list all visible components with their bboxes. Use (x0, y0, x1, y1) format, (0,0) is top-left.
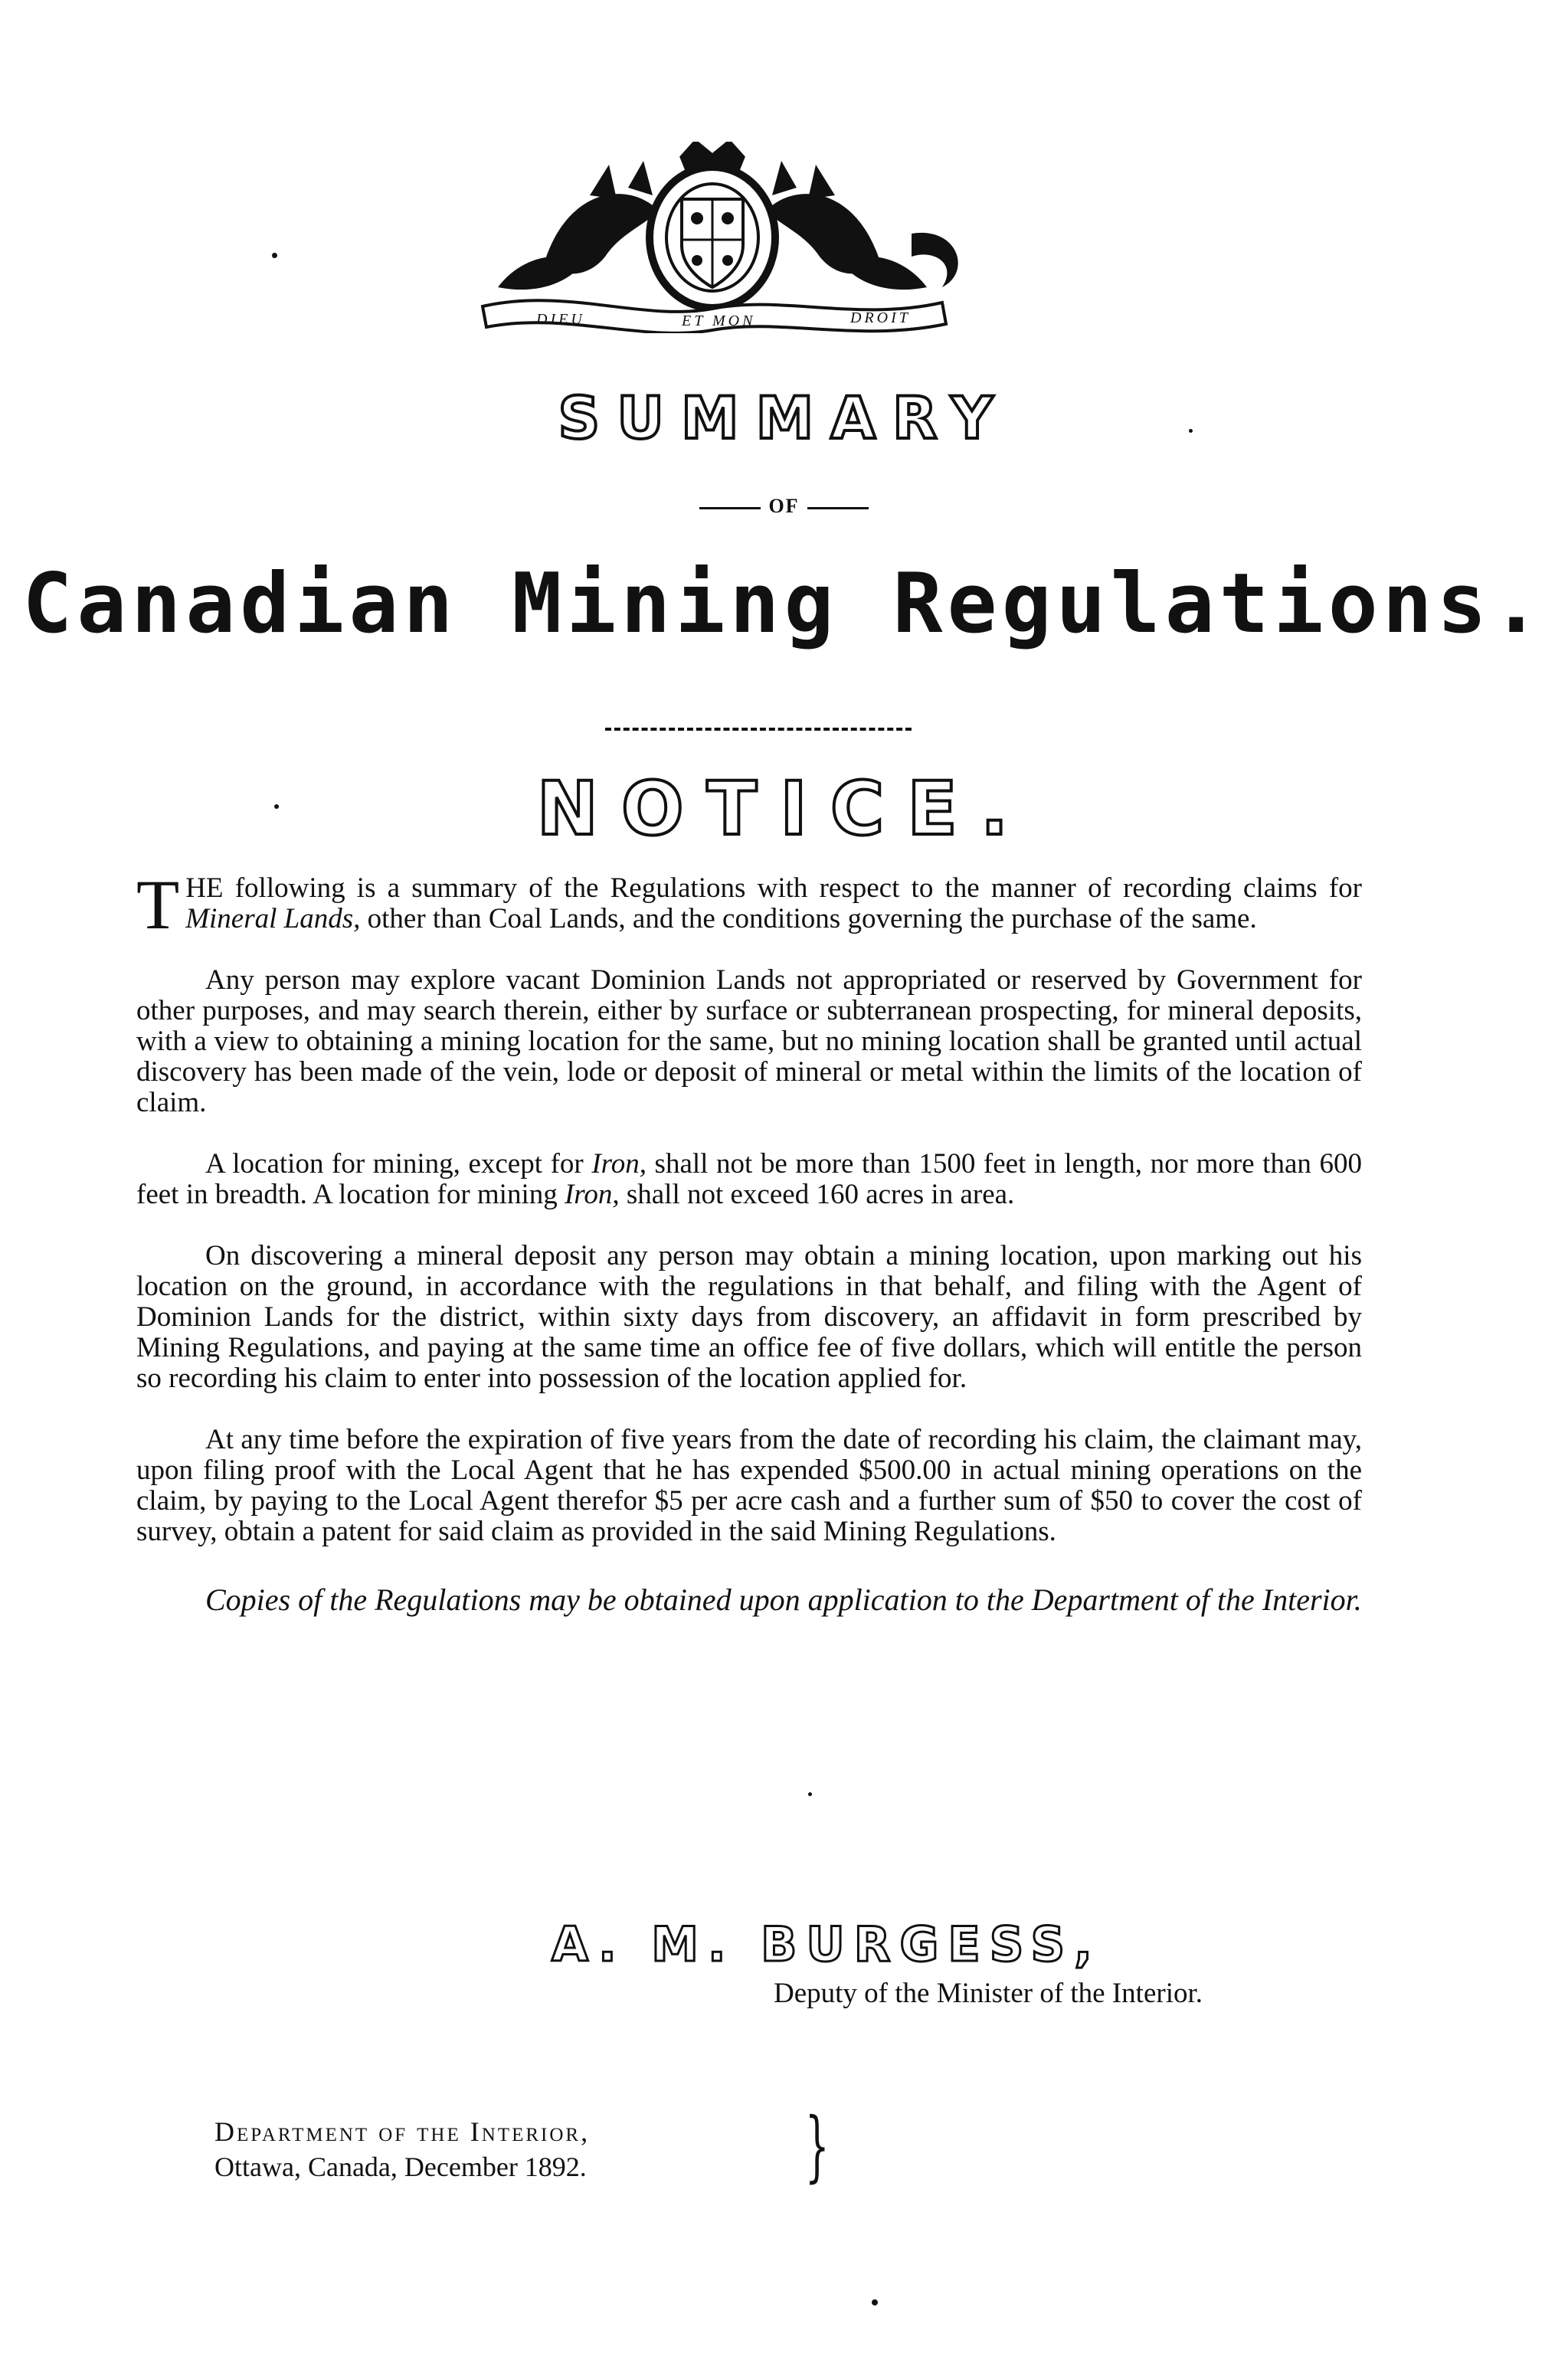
speck (872, 2299, 878, 2305)
summary-heading: SUMMARY (558, 384, 1010, 452)
brace-icon: } (804, 2101, 830, 2191)
notice-heading: NOTICE. (536, 766, 1032, 852)
paragraph-patent: At any time before the expiration of five years from the date of recording his claim, the claimant may, upon filing proof with the Local Agent that he has expended $500.00 in actual mining operations on the claim, by paying to the Local Agent therefor $5 per acre cash and a further sum of $50 to cover the cost of survey, obtain a patent for said claim as provided in the said Mining Regulations. (136, 1424, 1362, 1547)
dash-left (699, 507, 761, 509)
paragraph-exploration: Any person may explore vacant Dominion Lands not appropriated or reserved by Government for other purposes, and may search therein, either by surface or subterranean prospecting, for mineral deposits, with a view to obtaining a mining location for the same, but no mining location shall be granted until actual discovery has been made of the vein, lode or deposit of mineral or metal within the limits of the location of claim. (136, 964, 1362, 1118)
divider (605, 728, 912, 731)
coat-of-arms-icon (452, 142, 973, 333)
svg-text:DIEU: DIEU (536, 311, 585, 328)
paragraph-text: shall not exceed 160 acres in area. (619, 1179, 1015, 1210)
iron-term: Iron, (564, 1179, 620, 1210)
speck (808, 1792, 812, 1796)
iron-term: Iron, (591, 1148, 647, 1180)
paragraph-intro (136, 866, 1362, 944)
paragraph-copies: Copies of the Regulations may be obtained upon application to the Department of the Interior. (205, 1582, 1362, 1617)
speck (1189, 429, 1193, 433)
svg-text:DROIT: DROIT (850, 309, 911, 326)
drop-cap: T (136, 866, 180, 944)
paragraph-location-size (136, 1149, 1362, 1210)
speck (272, 253, 277, 258)
department-line: Department of the Interior, (214, 2116, 591, 2147)
signer-name: A. M. BURGESS, (552, 1916, 1102, 1972)
of-separator (0, 496, 1568, 516)
paragraph-text: shall not be more than 1500 feet in length, nor more than 600 feet in breadth. A location for mining (136, 1148, 1362, 1210)
notice-body (136, 866, 1362, 1653)
paragraph-text: A location for mining, except for (205, 1148, 592, 1180)
paragraph-text: HE following is a summary of the Regulations with respect to the manner of recording claims for (185, 872, 1362, 904)
page-title: Canadian Mining Regulations. (22, 556, 1546, 652)
place-date-line: Ottawa, Canada, December 1892. (214, 2152, 587, 2182)
department-address (214, 2114, 590, 2184)
mineral-lands-term: Mineral Lands, (185, 903, 361, 934)
svg-text:ET MON: ET MON (682, 313, 756, 329)
paragraph-discovery: On discovering a mineral deposit any person may obtain a mining location, upon marking out his location on the ground, in accordance with the regulations in that behalf, and filing with the Agent of Dominion Lands for the district, within sixty days from discovery, an affidavit in form prescribed by Mining Regulations, and paying at the same time an office fee of five dollars, which will entitle the person so recording his claim to enter into possession of the location applied for. (136, 1240, 1362, 1394)
paragraph-text: other than Coal Lands, and the conditions governing the purchase of the same. (360, 903, 1257, 934)
signer-title: Deputy of the Minister of the Interior. (774, 1978, 1203, 2009)
dash-right (807, 507, 869, 509)
speck (274, 804, 279, 809)
of-label: OF (768, 495, 800, 517)
